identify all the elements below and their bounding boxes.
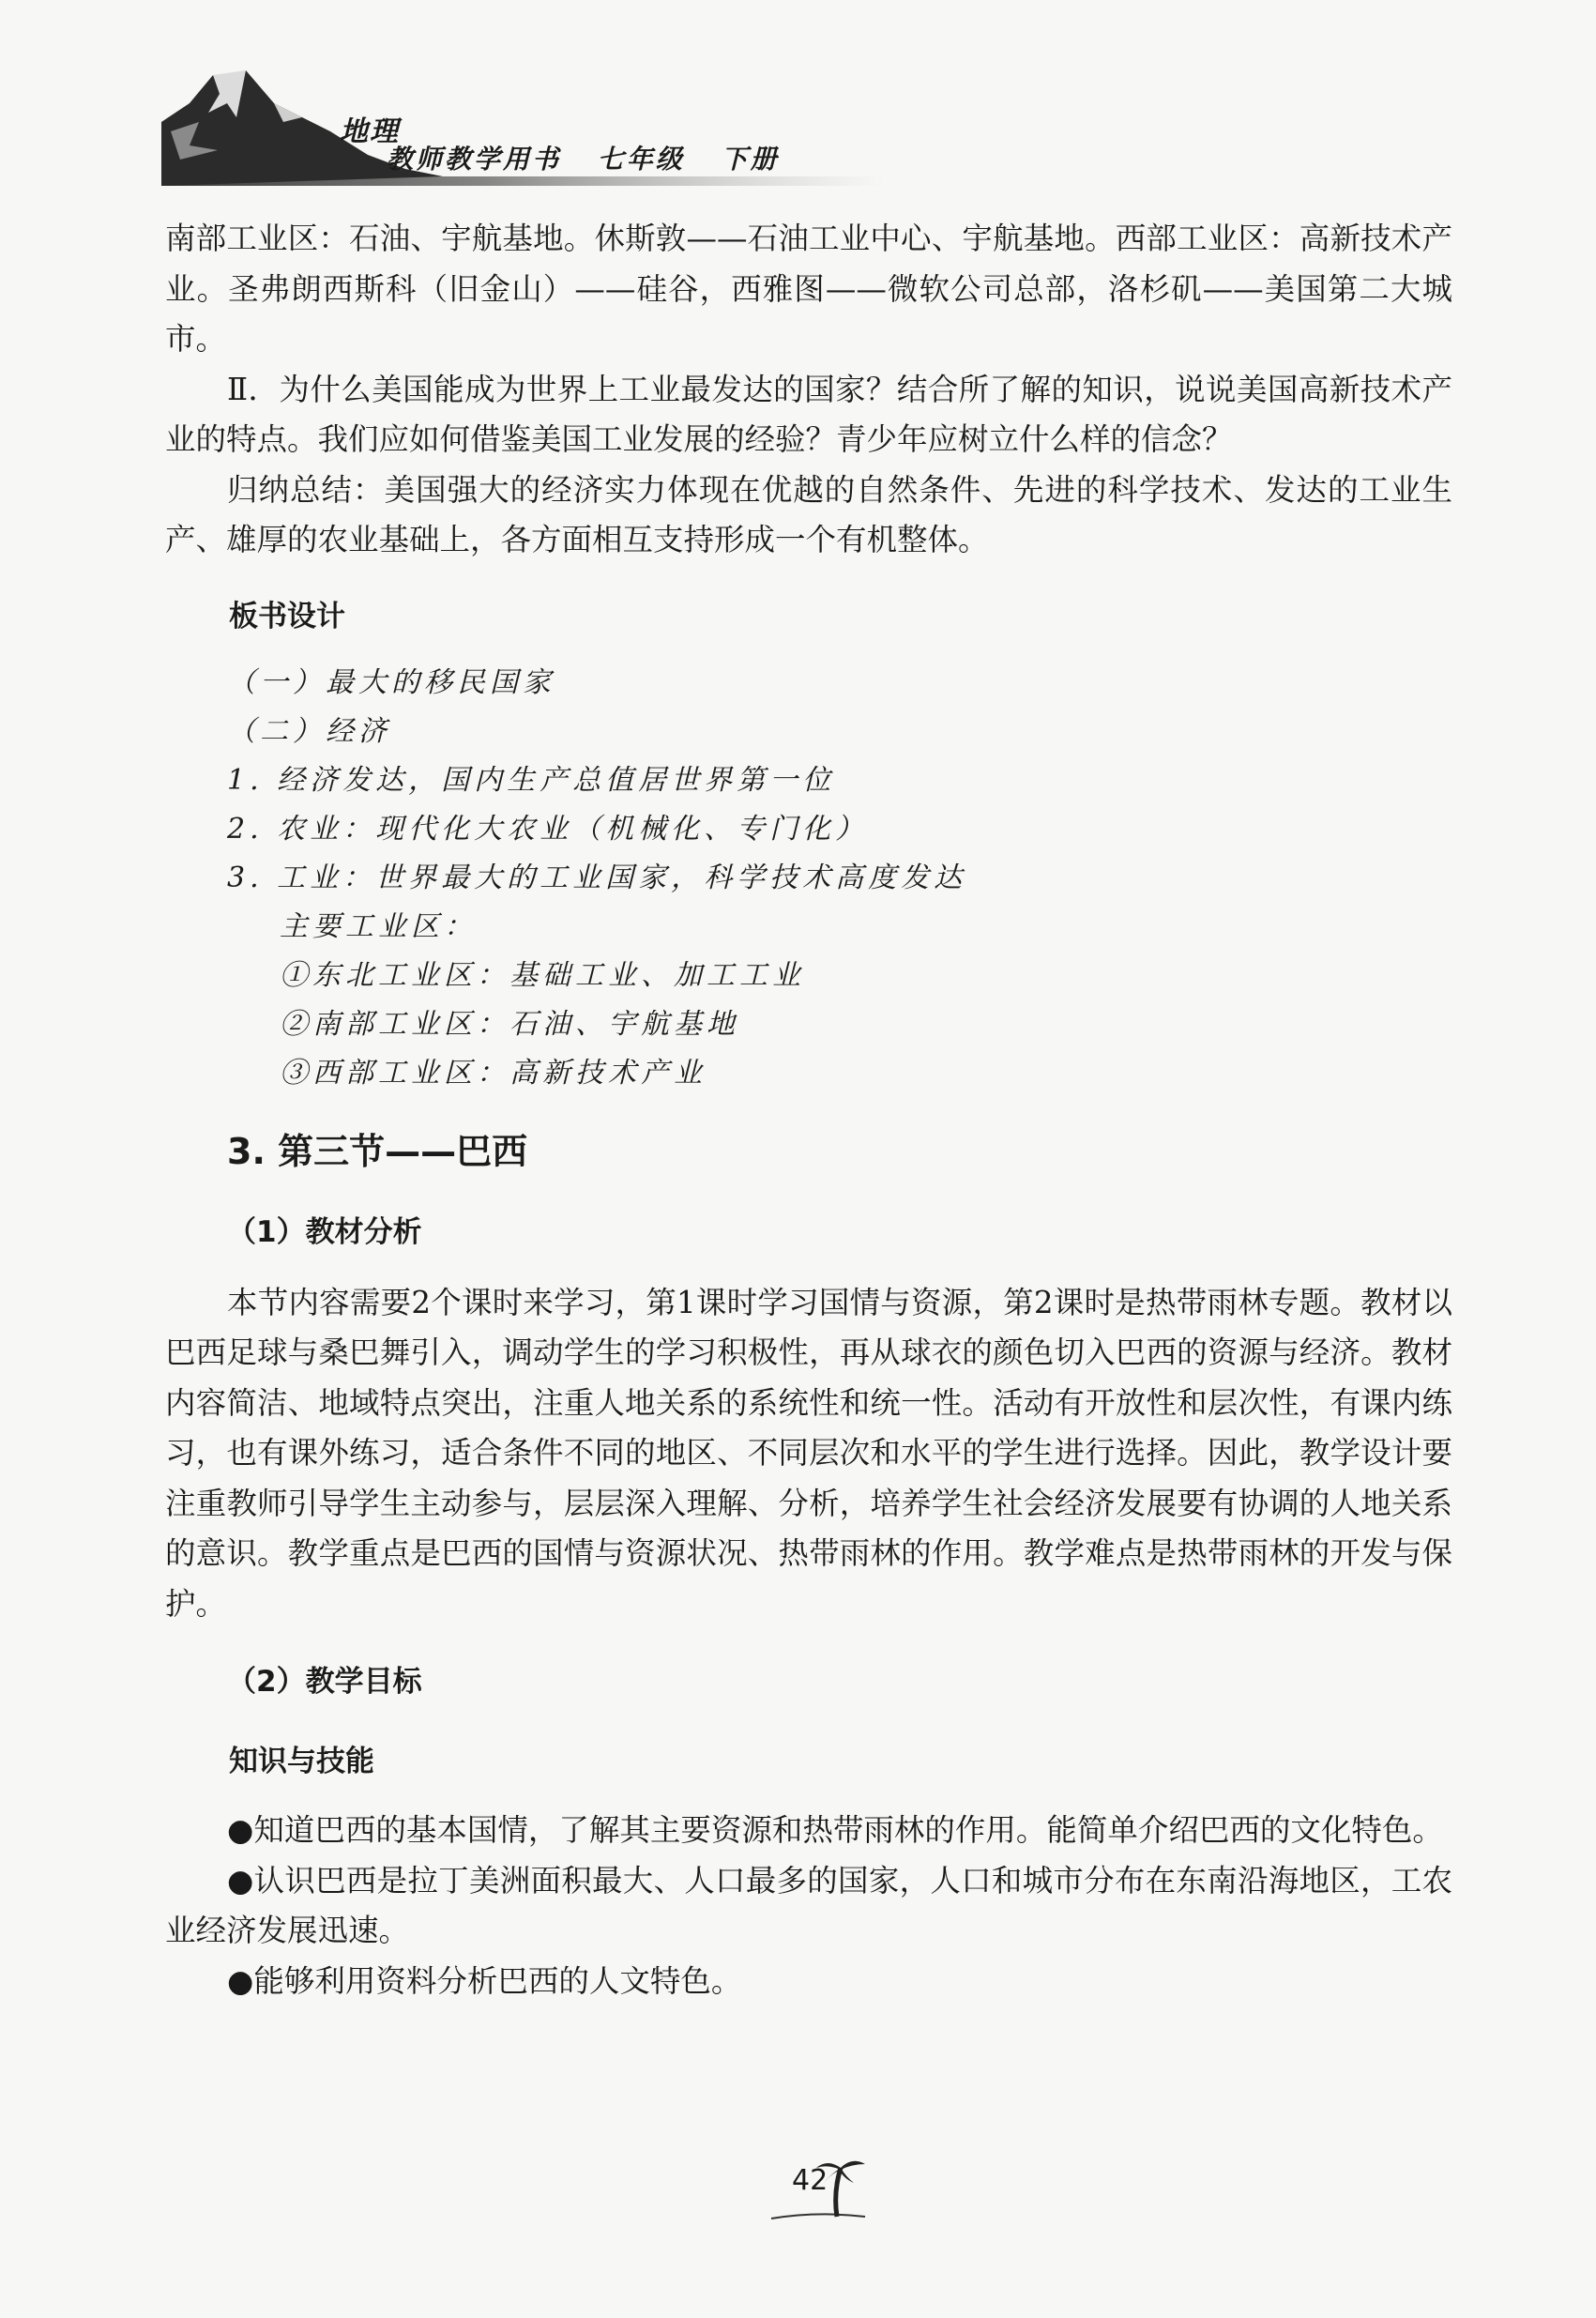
material-analysis-heading: （1）教材分析 xyxy=(227,1214,422,1249)
board-line: 3. 工业：世界最大的工业国家，科学技术高度发达 xyxy=(227,861,967,894)
header-book-title: 教师教学用书 xyxy=(387,144,562,175)
question-paragraph: Ⅱ．为什么美国能成为世界上工业最发达的国家？结合所了解的知识，说说美国高新技术产业的特点。我们应如何借鉴美国工业发展的经验？青少年应树立什么样的信念？ xyxy=(165,371,1452,457)
page-number: 42 xyxy=(792,2164,828,2197)
board-line: 主要工业区： xyxy=(280,909,477,943)
teaching-goals-heading: （2）教学目标 xyxy=(227,1665,422,1699)
page-header xyxy=(161,66,893,197)
board-design-list xyxy=(227,659,1452,1098)
intro-paragraph: 南部工业区：石油、宇航基地。休斯敦——石油工业中心、宇航基地。西部工业区：高新技术产业。圣弗朗西斯科（旧金山）——硅谷，西雅图——微软公司总部，洛杉矶——美国第二大城市。 xyxy=(165,221,1452,357)
section-title: 3. 第三节——巴西 xyxy=(227,1130,528,1172)
board-line: ②南部工业区：石油、宇航基地 xyxy=(280,1007,739,1041)
header-book-info xyxy=(387,139,804,176)
board-line: ①东北工业区：基础工业、加工工业 xyxy=(280,958,805,992)
goals-bullet-list xyxy=(165,1806,1452,2006)
header-volume: 下册 xyxy=(721,144,780,175)
mountain-banner-icon xyxy=(161,66,893,197)
material-analysis-text: 本节内容需要2个课时来学习，第1课时学习国情与资源，第2课时是热带雨林专题。教材以巴西足球与桑巴舞引入，调动学生的学习积极性，再从球衣的颜色切入巴西的资源与经济。教材内容简洁、地域特点突出，注重人地关系的系统性和统一性。活动有开放性和层次性，有课内练习，也有课外练习，适合条件不同的地区、不同层次和水平的学生进行选择。因此，教学设计要注重教师引导学生主动参与，层层深入理解、分析，培养学生社会经济发展要有协调的人地关系的意识。教学重点是巴西的国情与资源状况、热带雨林的作用。教学难点是热带雨林的开发与保护。 xyxy=(165,1284,1452,1622)
header-subject: 地理 xyxy=(340,115,400,148)
board-line: （二）经济 xyxy=(227,714,391,748)
goal-bullet: ●认识巴西是拉丁美洲面积最大、人口最多的国家，人口和城市分布在东南沿海地区，工农业经济发展迅速。 xyxy=(165,1862,1452,1948)
page-number-area xyxy=(762,2155,874,2230)
header-grade: 七年级 xyxy=(597,144,685,175)
board-line: 2. 农业：现代化大农业（机械化、专门化） xyxy=(227,812,869,846)
knowledge-skills-heading: 知识与技能 xyxy=(229,1745,374,1778)
board-design-heading: 板书设计 xyxy=(229,599,345,633)
goal-bullet: ●知道巴西的基本国情，了解其主要资源和热带雨林的作用。能简单介绍巴西的文化特色。 xyxy=(227,1812,1443,1848)
goal-bullet: ●能够利用资料分析巴西的人文特色。 xyxy=(227,1962,742,1999)
board-line: ③西部工业区：高新技术产业 xyxy=(280,1056,707,1090)
board-line: （一）最大的移民国家 xyxy=(227,665,555,699)
page-content xyxy=(165,214,1452,2006)
board-line: 1. 经济发达，国内生产总值居世界第一位 xyxy=(227,763,836,797)
summary-paragraph: 归纳总结：美国强大的经济实力体现在优越的自然条件、先进的科学技术、发达的工业生产、雄厚的农业基础上，各方面相互支持形成一个有机整体。 xyxy=(165,471,1452,557)
